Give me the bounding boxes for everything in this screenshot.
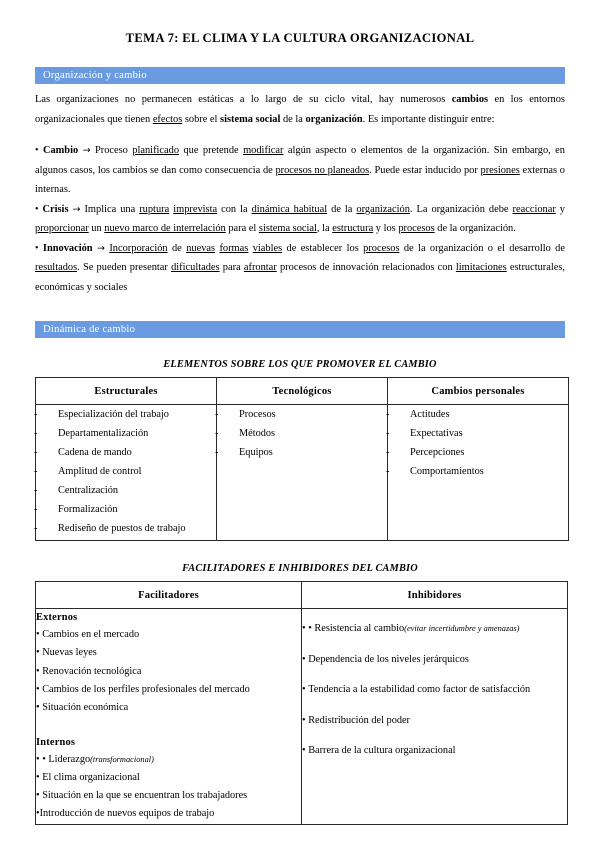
list-item: - Especialización del trabajo xyxy=(36,405,216,424)
bullet-innovacion xyxy=(35,239,565,298)
right-arrow-icon: → xyxy=(96,242,105,254)
list-item: - Departamentalización xyxy=(36,424,216,443)
list-item: - Formalización xyxy=(36,500,216,519)
list-item: - Métodos xyxy=(217,424,387,443)
list-cambios-personales xyxy=(388,405,568,481)
bullet-term-cambio: Cambio xyxy=(42,145,79,157)
intro-text-2: en los entornos organizacionales que tienen xyxy=(35,94,565,125)
list-item: - Rediseño de puestos de trabajo xyxy=(36,519,216,538)
intro-bold-organizacion: organización xyxy=(305,113,363,125)
bullet-term-crisis: Crisis xyxy=(42,203,69,215)
list-item: - Comportamientos xyxy=(388,462,568,481)
list-item: • Situación económica xyxy=(36,699,301,717)
list-item-text: Liderazgo xyxy=(48,753,91,765)
list-item: • Dependencia de los niveles jerárquicos xyxy=(302,651,567,668)
col-header-tecnologicos: Tecnológicos xyxy=(217,378,388,405)
intro-text-3: sobre el xyxy=(182,113,221,125)
section-heading-organizacion: Organización y cambio xyxy=(35,67,565,84)
list-item: • • Liderazgo(transformacional) xyxy=(36,751,301,769)
table-row xyxy=(36,405,569,541)
list-estructurales xyxy=(36,405,216,538)
list-item: • Nuevas leyes xyxy=(36,644,301,662)
list-item: - Expectativas xyxy=(388,424,568,443)
list-externos xyxy=(36,626,301,717)
table-caption-elementos: ELEMENTOS SOBRE LOS QUE PROMOVER EL CAMBIO xyxy=(163,359,437,371)
cell-estructurales xyxy=(36,405,217,541)
list-item: - Centralización xyxy=(36,481,216,500)
list-item-note: (evitar incertidumbre y amenazas) xyxy=(404,624,520,634)
bullet-text-cambio: Proceso planificado que pretende modificar algún aspecto o elementos de la organización. Sin embargo, en algunos casos, los cambios se dan como consecuencia de procesos no planeados. Puede estar inducido por presiones externas o internas. xyxy=(35,145,565,196)
list-item: • Cambios en el mercado xyxy=(36,626,301,644)
list-item: • • Resistencia al cambio(evitar incertidumbre y amenazas) xyxy=(302,620,567,637)
cell-cambios-personales xyxy=(388,405,569,541)
intro-text-5: . Es importante distinguir entre: xyxy=(362,113,495,125)
col-header-cambios-personales: Cambios personales xyxy=(388,378,569,405)
list-item-text: Resistencia al cambio xyxy=(314,623,405,635)
list-item: - Equipos xyxy=(217,443,387,462)
list-inhibidores xyxy=(302,609,567,759)
bullet-text-crisis: Implica una ruptura imprevista con la dinámica habitual de la organización. La organización debe reaccionar y proporcionar un nuevo marco de interrelación para el sistema social, la estructura y los procesos de la organización. xyxy=(35,203,565,235)
list-item-note: (transformacional) xyxy=(90,754,154,764)
list-item: • Renovación tecnológica xyxy=(36,663,301,681)
intro-bold-cambios: cambios xyxy=(451,94,489,106)
col-header-inhibidores: Inhibidores xyxy=(302,582,568,609)
bullet-dot-icon: • xyxy=(35,145,39,157)
bullet-text-innovacion: Incorporación de nuevas formas viables de establecer los procesos de la organización o el desarrollo de resultados. Se pueden presentar dificultades para afrontar procesos de innovación relacionados con limitaciones estructurales, económicas y sociales xyxy=(35,242,566,293)
intro-text-1: Las organizaciones no permanecen estáticas a lo largo de su ciclo vital, hay numerosos xyxy=(35,94,452,106)
list-tecnologicos xyxy=(217,405,387,462)
bullet-cambio xyxy=(35,141,565,200)
table-header-row xyxy=(36,582,568,609)
bullet-crisis xyxy=(35,200,565,239)
list-item: • Situación en la que se encuentran los trabajadores xyxy=(36,787,301,805)
list-item: - Percepciones xyxy=(388,443,568,462)
intro-bold-sistema-social: sistema social xyxy=(220,113,281,125)
list-item: • Tendencia a la estabilidad como factor de satisfacción xyxy=(302,681,567,698)
table-caption-facilitadores: FACILITADORES E INHIBIDORES DEL CAMBIO xyxy=(182,563,418,575)
list-item: • Redistribución del poder xyxy=(302,712,567,729)
table-elementos-cambio xyxy=(35,377,569,541)
table-row xyxy=(36,609,568,825)
bullet-dot-icon: • xyxy=(35,242,39,254)
list-item: - Actitudes xyxy=(388,405,568,424)
cell-inhibidores xyxy=(302,609,568,825)
list-item: - Amplitud de control xyxy=(36,462,216,481)
section-heading-dinamica: Dinámica de cambio xyxy=(35,321,565,338)
table-header-row xyxy=(36,378,569,405)
col-header-facilitadores: Facilitadores xyxy=(36,582,302,609)
intro-text-4: de la xyxy=(280,113,306,125)
list-item: • El clima organizacional xyxy=(36,769,301,787)
list-item: - Cadena de mando xyxy=(36,443,216,462)
concept-bullet-list xyxy=(35,141,565,297)
right-arrow-icon: → xyxy=(72,203,81,215)
list-item: • Cambios de los perfiles profesionales del mercado xyxy=(36,681,301,699)
list-item: - Procesos xyxy=(217,405,387,424)
right-arrow-icon: → xyxy=(82,145,91,157)
col-header-estructurales: Estructurales xyxy=(36,378,217,405)
group-label-internos: Internos xyxy=(36,736,76,748)
bullet-term-innovacion: Innovación xyxy=(42,242,93,254)
list-item: • Introducción de nuevos equipos de trabajo xyxy=(36,805,301,823)
list-internos xyxy=(36,751,301,824)
intro-underline-efectos: efectos xyxy=(152,113,183,125)
cell-tecnologicos xyxy=(217,405,388,541)
list-item: • Barrera de la cultura organizacional xyxy=(302,742,567,759)
cell-facilitadores xyxy=(36,609,302,825)
table-facilitadores-inhibidores xyxy=(35,581,568,825)
page-title: TEMA 7: EL CLIMA Y LA CULTURA ORGANIZACIONAL xyxy=(125,31,475,45)
bullet-dot-icon: • xyxy=(35,203,39,215)
intro-paragraph xyxy=(35,84,565,129)
group-label-externos: Externos xyxy=(36,612,78,624)
